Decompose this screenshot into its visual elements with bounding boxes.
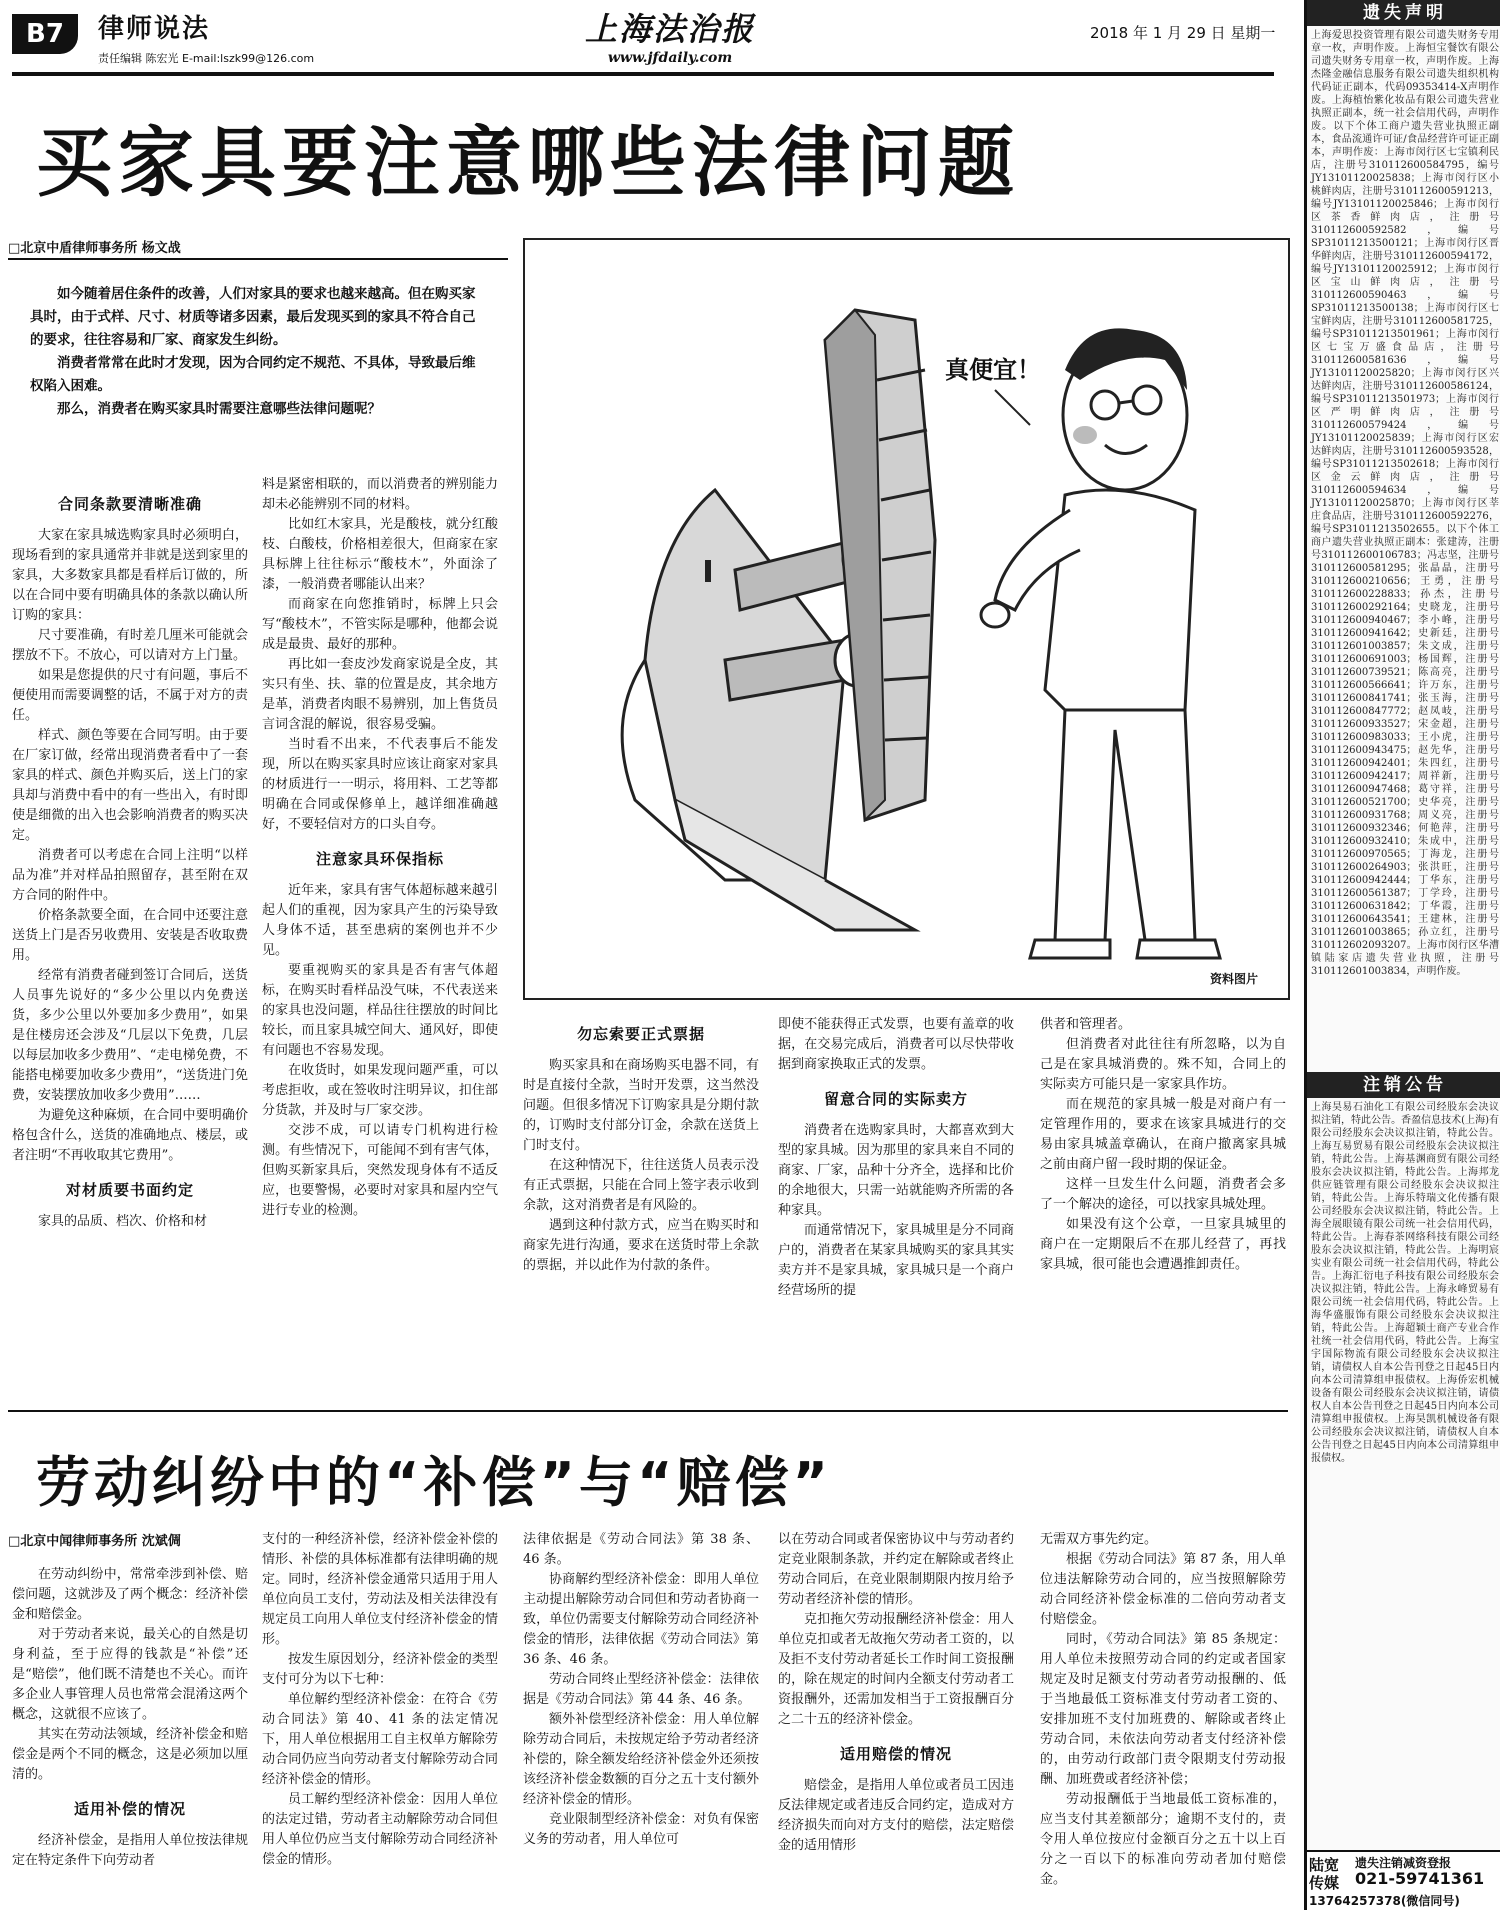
man-figure xyxy=(981,328,1220,958)
editor-credit: 责任编辑 陈宏光 E-mail:lszk99@126.com xyxy=(98,52,315,65)
article2-column xyxy=(1040,1530,1286,1905)
deregistration-heading: 注销公告 xyxy=(1307,1072,1500,1098)
subheading: 合同条款要清晰准确 xyxy=(57,495,202,513)
newspaper-masthead: 上海法治报 xyxy=(584,10,755,48)
paragraph: 员工解约型经济补偿金：因用人单位的法定过错，劳动者主动解除劳动合同但用人单位仍应当支付解除劳动合同经济补偿金的情形。 xyxy=(262,1792,498,1867)
paragraph: 交涉不成，可以请专门机构进行检测。有些情况下，可能闻不到有害气体，但购买新家具后，突然发现身体有不适反应，也要警惕，必要时对家具和屋内空气进行专业的检测。 xyxy=(262,1123,498,1218)
paragraph: 供者和管理者。 xyxy=(1040,1017,1132,1032)
page-number-badge: B7 xyxy=(12,14,78,54)
paragraph: 但消费者对此往往有所忽略，以为自己是在家具城消费的。殊不知，合同上的实际卖方可能只是一家家具作坊。 xyxy=(1040,1037,1286,1092)
article2-headline: 劳动纠纷中的“补偿”与“赔偿” xyxy=(36,1451,832,1514)
paragraph: 消费者在选购家具时，大都喜欢到大型的家具城。因为那里的家具来自不同的商家、厂家，品种十分齐全，选择和比价的余地很大，只需一站就能购齐所需的各种家具。 xyxy=(778,1123,1014,1218)
paragraph: 如果是您提供的尺寸有问题，事后不便使用而需要调整的话，不属于对方的责任。 xyxy=(12,668,248,723)
ad-brand: 陆宽传媒 xyxy=(1309,1856,1340,1892)
article2-byline: □北京中闻律师事务所 沈斌倜 xyxy=(8,1534,181,1549)
paragraph: 近年来，家具有害气体超标越来越引起人们的重视，因为家具产生的污染导致人身体不适，甚至患病的案例也并不少见。 xyxy=(262,883,498,958)
paragraph: 在这种情况下，往往送货人员表示没有正式票据，只能在合同上签字表示收到余款，这对消费者是有风险的。 xyxy=(523,1158,759,1213)
paragraph: 在收货时，如果发现问题严重，可以考虑拒收，或在签收时注明异议，扣住部分货款，并及时与厂家交涉。 xyxy=(262,1063,498,1118)
paragraph: 按发生原因划分，经济补偿金的类型支付可分为以下七种： xyxy=(262,1652,498,1687)
paragraph: 为避免这种麻烦，在合同中要明确价格包含什么，送货的准确地点、楼层，或者注明“不再收取其它费用”。 xyxy=(12,1108,248,1163)
article1-column xyxy=(1040,1015,1286,1380)
paragraph: 当时看不出来，不代表事后不能发现，所以在购买家具时应该让商家对家具的材质进行一一明示，将用料、工艺等都明确在合同或保修单上，越详细准确越好，不要轻信对方的口头自夸。 xyxy=(262,737,498,832)
paragraph: 而通常情况下，家具城里是分不同商户的，消费者在某家具城购买的家具其实卖方并不是家具城，家具城只是一个商户经营场所的提 xyxy=(778,1223,1014,1298)
article1-column xyxy=(778,1015,1014,1380)
subheading: 适用补偿的情况 xyxy=(73,1800,186,1818)
paragraph: 在劳动纠纷中，常常牵涉到补偿、赔偿问题，这就涉及了两个概念：经济补偿金和赔偿金。 xyxy=(12,1567,248,1622)
paragraph: 单位解约型经济补偿金：在符合《劳动合同法》第 40、41 条的法定情况下，用人单位根据用工自主权单方解除劳动合同仍应当向劳动者支付解除劳动合同经济补偿金的情形。 xyxy=(262,1692,498,1787)
paragraph: 额外补偿型经济补偿金：用人单位解除劳动合同后，未按规定给予劳动者经济补偿的，除全额发给经济补偿金外还须按该经济补偿金数额的百分之五十支付额外经济补偿金的情形。 xyxy=(523,1712,759,1807)
lost-notice-list: 上海爱思投资管理有限公司遗失财务专用章一枚，声明作废。上海恒宝餐饮有限公司遗失财务专用章一枚，声明作废。上海杰隆金融信息服务有限公司遗失组织机构代码证正副本，代码09353414-X声明作废。上海植怡紫化妆品有限公司遗失营业执照正副本，统一社会信用代码，声明作废。以下个体工商户遗失营业执照正副本，食品流通许可证/食品经营许可证正副本，声明作废：上海市闵行区七宝镇利民店，注册号310112600584795，编号JY13101120025838；上海市闵行区小桃鲜肉店，注册号310112600591213，编号JY13101120025846；上海市闵行区茶香鲜肉店，注册号310112600592582，编号SP31011213500121；上海市闵行区晋华鲜肉店，注册号310112600594172，编号JY13101120025912；上海市闵行区宝山鲜肉店，注册号310112600590463，编号SP31011213500138；上海市闵行区七宝鲜肉店，注册号310112600581725，编号SP31011213501961；上海市闵行区七宝万盛食品店，注册号310112600581636，编号JY13101120025820；上海市闵行区兴达鲜肉店，注册号310112600586124，编号SP31011213501973；上海市闵行区严明鲜肉店，注册号310112600579424，编号JY13101120025839；上海市闵行区宏达鲜肉店，注册号310112600593528，编号SP31011213502618；上海市闵行区金云鲜肉店，注册号310112600594634，编号JY13101120025870；上海市闵行区莘庄食品店，注册号310112600592276，编号SP31011213502655。以下个体工商户遗失营业执照正副本：张建涛，注册号310112600106783；冯志坚，注册号310112600581295；张晶晶，注册号310112600210656；王勇，注册号310112600228833；孙杰，注册号310112600292164；史晓龙，注册号310112600940467；李小峰，注册号310112600941642；史新廷，注册号310112601003857；朱文成，注册号310112600691003；杨国辉，注册号310112600739521；陈高亮，注册号310112600566641；许万东，注册号310112600841741；张玉海，注册号310112600847772；赵凤岐，注册号310112600933527；宋金超，注册号310112600983033；王小虎，注册号310112600943475；赵先华，注册号310112600942401；朱四红，注册号310112600942417；周祥新，注册号310112600947468；葛守祥，注册号310112600521700；史华亮，注册号310112600931768；周义亮，注册号310112600932346；何艳萍，注册号310112600932410；朱成中，注册号310112600970565；丁海龙，注册号310112600264903；张洪旺，注册号310112600942444；丁华东，注册号310112600561387；丁学玲，注册号310112600631842；丁华霞，注册号310112600643541；王建林，注册号310112601003865；孙立红，注册号310112602093207。上海市闵行区华漕镇陆家店遗失营业执照，注册号310112601003834，声明作废。 xyxy=(1311,30,1499,977)
subheading: 适用赔偿的情况 xyxy=(839,1745,952,1763)
paragraph: 而商家在向您推销时，标牌上只会写“酸枝木”，不管实际是哪种，他都会说成是最贵、最好的那种。 xyxy=(262,597,498,652)
deregistration-list: 上海昊易石油化工有限公司经股东会决议拟注销，特此公告。香盈信息技术(上海)有限公司经股东会决议拟注销，特此公告。上海互易贸易有限公司经股东会决议拟注销，特此公告。上海基渊商贸有限公司经股东会决议拟注销，特此公告。上海邦龙供应链管理有限公司经股东会决议拟注销，特此公告。上海乐特瑞文化传播有限公司经股东会决议拟注销，特此公告。上海全展眼镜有限公司统一社会信用代码，特此公告。上海春茶网络科技有限公司经股东会决议拟注销，特此公告。上海明宸实业有限公司统一社会信用代码，特此公告。上海汇衍电子科技有限公司经股东会决议拟注销，特此公告。上海永峰贸易有限公司统一社会信用代码，特此公告。上海华盛服饰有限公司经股东会决议拟注销，特此公告。上海超颖士商产专业合作社统一社会信用代码，特此公告。上海宝宇国际物流有限公司经股东会决议拟注销，请债权人自本公告刊登之日起45日内向本公司清算组申报债权。上海侨宏机械设备有限公司经股东会决议拟注销，请债权人自本公告刊登之日起45日内向本公司清算组申报债权。上海昊凯机械设备有限公司经股东会决议拟注销，请债权人自本公告刊登之日起45日内向本公司清算组申报债权。 xyxy=(1311,1102,1499,1464)
subheading: 留意合同的实际卖方 xyxy=(823,1090,968,1108)
paragraph: 对于劳动者来说，最关心的自然是切身利益，至于应得的钱款是“补偿”还是“赔偿”，他们既不清楚也不关心。而许多企业人事管理人员也常常会混淆这两个概念，这就很不应该了。 xyxy=(12,1627,248,1722)
article1-headline: 买家具要注意哪些法律问题 xyxy=(36,118,1020,207)
issue-date: 2018 年 1 月 29 日 星期一 xyxy=(1090,24,1276,42)
paragraph: 同时，《劳动合同法》第 85 条规定：用人单位未按照劳动合同的约定或者国家规定及时足额支付劳动者劳动报酬的、低于当地最低工资标准支付劳动者工资的、安排加班不支付加班费的、解除或者终止劳动合同，未依法向劳动者支付经济补偿的，由劳动行政部门责令限期支付劳动报酬、加班费或者经济补偿； xyxy=(1040,1632,1286,1787)
subheading: 对材质要书面约定 xyxy=(65,1181,194,1199)
article1-column xyxy=(262,475,498,1380)
speech-pointer xyxy=(995,390,1030,425)
article1-illustration xyxy=(523,238,1290,1000)
paragraph: 根据《劳动合同法》第 87 条，用人单位违法解除劳动合同的，应当按照解除劳动合同经济补偿金标准的二倍向劳动者支付赔偿金。 xyxy=(1040,1552,1286,1627)
lead-paragraph: 那么，消费者在购买家具时需要注意哪些法律问题呢？ xyxy=(57,401,381,417)
website-url: www.jfdaily.com xyxy=(607,50,733,66)
paragraph: 经济补偿金，是指用人单位按法律规定在特定条件下向劳动者 xyxy=(12,1833,248,1868)
ad-phone: 021-59741361 xyxy=(1355,1869,1485,1888)
article1-column xyxy=(12,480,248,1380)
article2-column xyxy=(12,1565,248,1905)
article1-lead xyxy=(30,283,480,421)
paragraph: 料是紧密相联的，而以消费者的辨别能力却未必能辨别不同的材料。 xyxy=(262,477,498,512)
paragraph: 经常有消费者碰到签订合同后，送货人员事先说好的“多少公里以内免费送货，多少公里以外要加多少费用”，如果是住楼房还会涉及“几层以下免费，几层以每层加收多少费用”、“走电梯免费，不能搭电梯要加收多少费用”，“送货进门免费，安装摆放加收多少费用”…… xyxy=(12,968,248,1103)
paragraph: 价格条款要全面，在合同中还要注意送货上门是否另收费用、安装是否收取费用。 xyxy=(12,908,248,963)
lost-notice-heading: 遗失声明 xyxy=(1307,0,1500,26)
classifieds-sidebar xyxy=(1304,0,1500,1910)
paragraph: 支付的一种经济补偿，经济补偿金补偿的情形、补偿的具体标准都有法律明确的规定。同时，经济补偿金通常只适用于用人单位向员工支付，劳动法及相关法律没有规定员工向用人单位支付经济补偿金的情形。 xyxy=(262,1532,498,1647)
paragraph: 竞业限制型经济补偿金：对负有保密义务的劳动者，用人单位可 xyxy=(523,1812,759,1847)
illustration-caption: 资料图片 xyxy=(1210,972,1259,986)
section-title: 律师说法 xyxy=(98,14,211,44)
subheading: 勿忘索要正式票据 xyxy=(576,1025,705,1043)
article2-column xyxy=(523,1530,759,1905)
article2-column xyxy=(262,1530,498,1905)
paragraph: 无需双方事先约定。 xyxy=(1040,1532,1158,1547)
paragraph: 购买家具和在商场购买电器不同，有时是直接付全款，当时开发票，这当然没问题。但很多情况下订购家具是分期付款的，订购时支付部分订金，余款在送货上门时支付。 xyxy=(523,1058,759,1153)
paragraph: 如果没有这个公章，一旦家具城里的商户在一定期限后不在那儿经营了，再找家具城，很可能也会遭遇推卸责任。 xyxy=(1040,1217,1286,1272)
ad-box xyxy=(1307,1850,1500,1910)
article2-column xyxy=(778,1530,1014,1905)
article-divider xyxy=(8,1410,1288,1412)
paragraph: 克扣拖欠劳动报酬经济补偿金：用人单位克扣或者无故拖欠劳动者工资的，以及拒不支付劳动者延长工作时间工资报酬的，除在规定的时间内全额支付劳动者工资报酬外，还需加发相当于工资报酬百分之二十五的经济补偿金。 xyxy=(778,1612,1014,1727)
ad-service: 遗失注销减资登报 xyxy=(1355,1856,1452,1870)
paragraph: 遇到这种付款方式，应当在购买时和商家先进行沟通，要求在送货时带上余款的票据，并以此作为付款的条件。 xyxy=(523,1218,759,1273)
paragraph: 劳动合同终止型经济补偿金：法律依据是《劳动合同法》第 44 条、46 条。 xyxy=(523,1672,759,1707)
lead-paragraph: 消费者常常在此时才发现，因为合同约定不规范、不具体，导致最后维权陷入困难。 xyxy=(30,355,476,394)
ad-mobile: 13764257378(微信同号) xyxy=(1309,1894,1460,1908)
paragraph: 协商解约型经济补偿金：即用人单位主动提出解除劳动合同但和劳动者协商一致，单位仍需要支付解除劳动合同经济补偿金的情形，法律依据《劳动合同法》第 36 条、46 条。 xyxy=(523,1572,759,1667)
paragraph: 大家在家具城选购家具时必须明白，现场看到的家具通常并非就是送到家里的家具，大多数家具都是看样后订做的，所以在合同中要有明确具体的条款以确认所订购的家具： xyxy=(12,528,248,623)
paragraph: 而在规范的家具城一般是对商户有一定管理作用的，要求在该家具城进行的交易由家具城盖章确认，在商户撤离家具城之前由商户留一段时期的保证金。 xyxy=(1040,1097,1286,1172)
paragraph: 其实在劳动法领域，经济补偿金和赔偿金是两个不同的概念，这是必须加以厘清的。 xyxy=(12,1727,248,1782)
paragraph: 赔偿金，是指用人单位或者员工因违反法律规定或者违反合同约定，造成对方经济损失而向对方支付的赔偿，法定赔偿金的适用情形 xyxy=(778,1778,1014,1853)
paragraph: 即使不能获得正式发票，也要有盖章的收据，在交易完成后，消费者可以尽快带收据到商家换取正式的发票。 xyxy=(778,1017,1014,1072)
paragraph: 消费者可以考虑在合同上注明“以样品为准”并对样品拍照留存，甚至附在双方合同的附件中。 xyxy=(12,848,248,903)
cartoon-drawing xyxy=(525,240,1288,998)
paragraph: 样式、颜色等要在合同写明。由于要在厂家订做，经常出现消费者看中了一套家具的样式、颜色并购买后，送上门的家具却与消费中看中的有一些出入，有时即使是细微的出入也会影响消费者的购买决定。 xyxy=(12,728,248,843)
paragraph: 以在劳动合同或者保密协议中与劳动者约定竞业限制条款，并约定在解除或者终止劳动合同后，在竞业限制期限内按月给予劳动者经济补偿的情形。 xyxy=(778,1532,1014,1607)
subheading: 注意家具环保指标 xyxy=(315,850,444,868)
speech-text: 真便宜！ xyxy=(945,356,1041,384)
paragraph: 法律依据是《劳动合同法》第 38 条、46 条。 xyxy=(523,1532,759,1567)
paragraph: 比如红木家具，光是酸枝，就分红酸枝、白酸枝，价格相差很大，但商家在家具标牌上往往标示“酸枝木”，外面涂了漆，一般消费者哪能认出来？ xyxy=(262,517,498,592)
paragraph: 再比如一套皮沙发商家说是全皮，其实只有坐、扶、靠的位置是皮，其余地方是革，消费者肉眼不易辨别，加上售货员言词含混的解说，很容易受骗。 xyxy=(262,657,498,732)
article1-column xyxy=(523,1010,759,1380)
paragraph: 劳动报酬低于当地最低工资标准的，应当支付其差额部分；逾期不支付的，责令用人单位按应付金额百分之五十以上百分之一百以下的标准向劳动者加付赔偿金。 xyxy=(1040,1792,1286,1887)
paragraph: 要重视购买的家具是否有害气体超标，在购买时看样品没气味，不代表送来的家具也没问题，样品往往摆放的时间比较长，而且家具城空间大、通风好，即使有问题也不容易发现。 xyxy=(262,963,498,1058)
monitor-mark xyxy=(705,560,711,582)
lead-paragraph: 如今随着居住条件的改善，人们对家具的要求也越来越高。但在购买家具时，由于式样、尺寸、材质等诸多因素，最后发现买到的家具不符合自己的要求，往往容易和厂家、商家发生纠纷。 xyxy=(30,286,476,348)
paragraph: 这样一旦发生什么问题，消费者会多了一个解决的途径，可以找家具城处理。 xyxy=(1040,1177,1286,1212)
article1-byline: □北京中盾律师事务所 杨文战 xyxy=(8,241,181,256)
byline-rule xyxy=(8,258,508,260)
header-rule xyxy=(12,72,1274,76)
paragraph: 尺寸要准确，有时差几厘米可能就会摆放不下。不放心，可以请对方上门量。 xyxy=(12,628,248,663)
paragraph: 家具的品质、档次、价格和材 xyxy=(38,1214,208,1229)
